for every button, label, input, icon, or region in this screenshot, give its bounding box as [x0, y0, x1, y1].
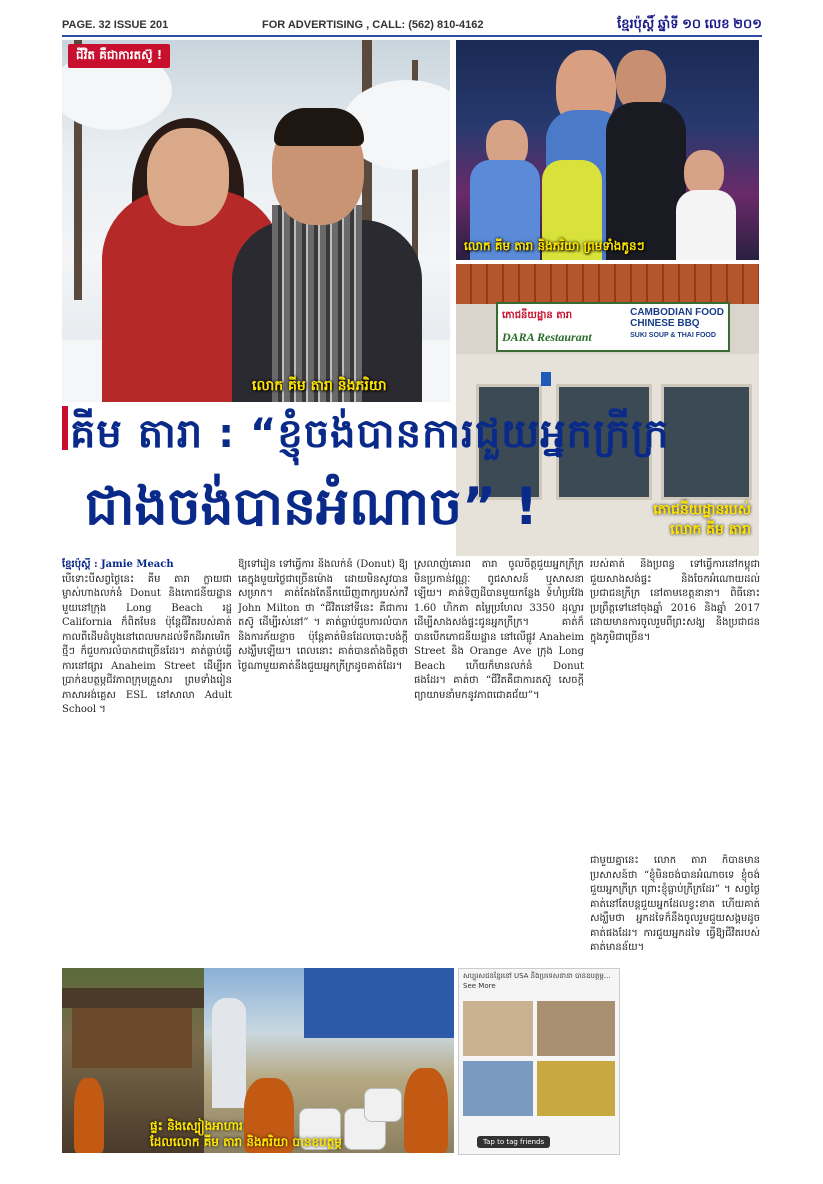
facebook-post-text: សប្បុរសជនខ្មែរនៅ USA និងប្រទេសនានា បានឧបត្ថម្ភ... See More	[463, 972, 611, 990]
tag-friends-button[interactable]: Tap to tag friends	[477, 1136, 550, 1148]
article-column-3	[414, 558, 584, 824]
sign-line-3: SUKI SOUP & THAI FOOD	[630, 332, 716, 339]
header-rule	[62, 35, 762, 37]
caption-bottom-line1: ផ្ទះ និងស្បៀងអាហារ	[150, 1119, 243, 1133]
caption-couple: លោក គីម តារា និងភរិយា	[252, 378, 387, 394]
masthead: ខ្មែរប៉ុស្ដិ៍ ឆ្នាំទី ១០ លេខ ២០១	[617, 16, 762, 31]
photo-facebook-post	[458, 968, 620, 1155]
caption-bottom-line2: ដែលលោក គីម តារា និងភរិយា បានឧបត្ថម្ភ	[150, 1135, 342, 1149]
byline-author: Jamie Meach	[100, 559, 174, 570]
sign-line-1: CAMBODIAN FOOD	[630, 307, 724, 318]
column-4-text: របស់គាត់ និងប្រពន្ធ ទៅធ្វើការនៅកម្ពុជា ជួយសាងសង់ផ្ទះ និងចែកអំណោយដល់ប្រជាជនក្រីក្រ នៅតាមខេត្តនានា។ ពិធីនោះប្រព្រឹត្តទៅនៅចុងឆ្នាំ 2016 និងឆ្នាំ 2017 ដោយមានការចូលរួមពីព្រះសង្ឃ និងប្រជាជនក្នុងភូមិជាច្រើន។	[590, 559, 760, 643]
article-column-2	[238, 558, 408, 824]
headline-line-2: ជាងចង់បានអំណាច” !	[85, 477, 539, 537]
column-1-text: បើទោះបីសព្វថ្ងៃនេះ គីម តារា ក្លាយជាម្ចាស់ហាងលក់នំ Donut និងភោជនីយដ្ឋានមួយនៅក្រុង Long Beach រដ្ឋ California ក៏ពិតមែន ប៉ុន្តែជីវិតរបស់គាត់កាលពីដើមដំបូងនៅពេលមកដល់ទឹកដីអាមេរិកថ្មីៗ ក៏ជួបការលំបាកជាច្រើនដែរ។ គាត់ធ្លាប់ធ្វើការនៅផ្សារ Anaheim Street ដើម្បីរកប្រាក់ឧបត្ថម្ភជីវភាពក្រុមគ្រួសារ ព្រមទាំងរៀនភាសាអង់គ្លេស ESL នៅសាលា Adult School ។	[62, 573, 232, 715]
sign-dara: DARA Restaurant	[502, 330, 592, 344]
page-number: PAGE. 32 ISSUE 201	[62, 19, 169, 31]
photo-family-stage	[456, 40, 759, 260]
caption-restaurant-line1: ភោជនីយដ្ឋានរបស់	[653, 502, 751, 518]
caption-restaurant	[653, 500, 751, 540]
column-4b-text: ជាមួយគ្នានេះ លោក តារា ក៏បានមានប្រសាសន៍ថា “ខ្ញុំមិនចង់បានអំណាចទេ ខ្ញុំចង់ជួយអ្នកក្រីក្រ ព្រោះខ្ញុំធ្លាប់ក្រីក្រដែរ” ។ សព្វថ្ងៃ គាត់នៅតែបន្តជួយអ្នកដែលខ្វះខាត ហើយគាត់សង្ឃឹមថា អ្នកដទៃក៏នឹងចូលរួមជួយសង្គមដូចគាត់ផងដែរ។ ការជួយអ្នកដទៃ ធ្វើឱ្យជីវិតរបស់គាត់មានន័យ។	[590, 855, 760, 953]
caption-bottom	[150, 1118, 342, 1150]
headline-accent	[62, 406, 68, 450]
sign-khmer: ភោជនីយដ្ឋាន តារា	[502, 310, 573, 321]
article-column-1	[62, 558, 232, 824]
headline-line-1: គីម តារា : “ខ្ញុំចង់បានការជួយអ្នកក្រីក្រ	[70, 411, 670, 457]
life-struggle-tag: ជីវិត គឺជាការតស៊ូ !	[68, 44, 170, 68]
caption-restaurant-line2: លោក គីម តារា	[670, 522, 751, 538]
column-3-text: ស្រលាញ់គោរព តារា ចូលចិត្តជួយអ្នកក្រីក្រ មិនប្រកាន់វណ្ណៈ ពូជសាសន៍ ឬសាសនាឡើយ។ គាត់ទិញដីបានមួយកន្លែង ទំហំប្រវែង 1.60 ហិកតា តម្លៃប្រហែល 3350 ដុល្លារ ដើម្បីសាងសង់ផ្ទះជូនអ្នកក្រីក្រ។ គាត់ក៏បានបើកភោជនីយដ្ឋាន នៅលើផ្លូវ Anaheim Street និង Orange Ave ក្រុង Long Beach ហើយក៏មានលក់នំ Donut ផងដែរ។ គាត់ថា “ជីវិតគឺជាការតស៊ូ សេចក្ដីព្យាយាមនាំមកនូវភាពជោគជ័យ”។	[414, 559, 584, 701]
article-column-4	[590, 558, 760, 824]
column-2-text: ឱ្យទៅរៀន ទៅធ្វើការ និងលក់នំ (Donut) ឱ្យគេក្នុងមួយថ្ងៃជាច្រើនម៉ោង ដោយមិនសូវបានសម្រាក។ គាត់តែងតែនឹកឃើញពាក្យរបស់កវី John Milton ថា “ជីវិតនៅទីនេះ គឺជាការតស៊ូ ដើម្បីរស់នៅ” ។ គាត់ធ្លាប់ជួបការលំបាក និងការភ័យខ្លាច ប៉ុន្តែគាត់មិនដែលបោះបង់ក្ដីសង្ឃឹមឡើយ។ ពេលនោះ គាត់បានតាំងចិត្តថា ថ្ងៃណាមួយគាត់នឹងជួយអ្នកក្រីក្រដូចគាត់ដែរ។	[238, 559, 408, 672]
page-header	[62, 16, 762, 34]
sign-english	[630, 307, 724, 340]
advertising-line: FOR ADVERTISING , CALL: (562) 810-4162	[262, 19, 484, 31]
sign-line-2: CHINESE BBQ	[630, 318, 700, 329]
byline-label: ខ្មែរប៉ុស្ដិ៍ :	[62, 559, 98, 570]
caption-family: លោក គីម តារា និងភរិយា ព្រមទាំងកូនៗ	[464, 239, 645, 253]
photo-couple-snow	[62, 40, 450, 402]
restaurant-sign	[496, 302, 730, 352]
